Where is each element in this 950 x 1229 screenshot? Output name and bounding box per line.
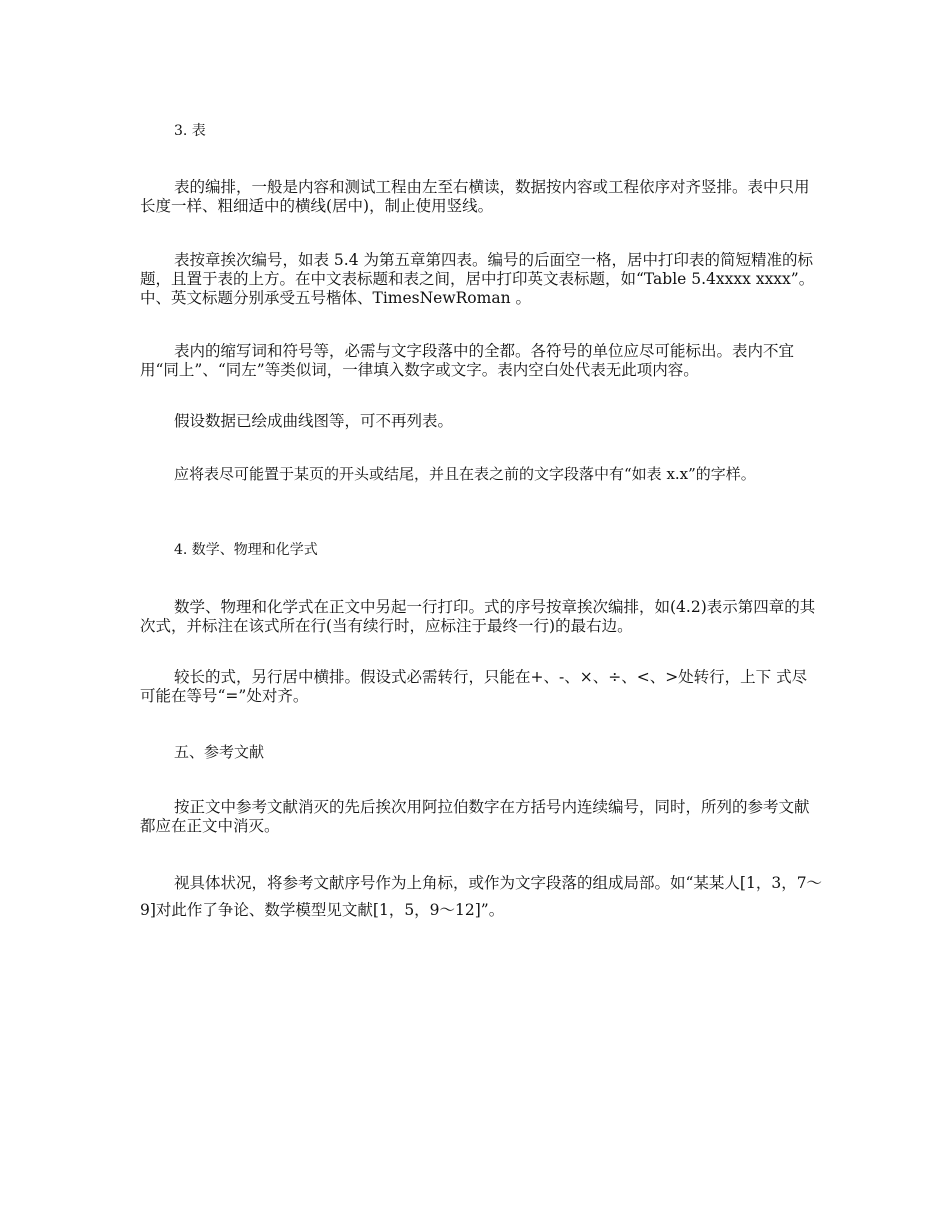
paragraph-table-curve: 假设数据已绘成曲线图等，可不再列表。: [174, 412, 454, 430]
section-heading-formula: 4. 数学、物理和化学式: [174, 542, 318, 558]
paragraph-formula-numbering: 数学、物理和化学式在正文中另起一行打印。式的序号按章挨次编排，如(4.2)表示第四章的其次式，并标注在该式所在行(当有续行时，应标注于最终一行)的最右边。: [140, 598, 816, 635]
paragraph-table-layout: 表的编排，一般是内容和测试工程由左至右横读，数据按内容或工程依序对齐竖排。表中只用长度一样、粗细适中的横线(居中)，制止使用竖线。: [140, 178, 810, 215]
section-heading-table: 3. 表: [174, 123, 206, 139]
paragraph-table-numbering: 表按章挨次编号，如表 5.4 为第五章第四表。编号的后面空一格，居中打印表的简短精准的标题，且置于表的上方。在中文表标题和表之间，居中打印英文表标题，如“Table 5.4xxxx xxxx”。中、英文标题分别承受五号楷体、TimesNewRoman 。: [140, 251, 815, 307]
paragraph-references-citation: 视具体状况，将参考文献序号作为上角标，或作为文字段落的组成局部。如“某某人[1，3，7～9]对此作了争论、数学模型见文献[1，5，9～12]”。: [140, 874, 823, 919]
paragraph-formula-long: 较长的式，另行居中横排。假设式必需转行，只能在+、-、×、÷、<、>处转行，上下 式尽可能在等号“=”处对齐。: [140, 668, 808, 705]
paragraph-table-symbols: 表内的缩写词和符号等，必需与文字段落中的全都。各符号的单位应尽可能标出。表内不宜用“同上”、“同左”等类似词，一律填入数字或文字。表内空白处代表无此项内容。: [140, 342, 795, 379]
paragraph-table-position: 应将表尽可能置于某页的开头或结尾，并且在表之前的文字段落中有“如表 x.x”的字样。: [174, 465, 756, 483]
paragraph-references-order: 按正文中参考文献消灭的先后挨次用阿拉伯数字在方括号内连续编号，同时，所列的参考文献都应在正文中消灭。: [140, 798, 810, 835]
section-heading-references: 五、参考文献: [174, 743, 265, 761]
